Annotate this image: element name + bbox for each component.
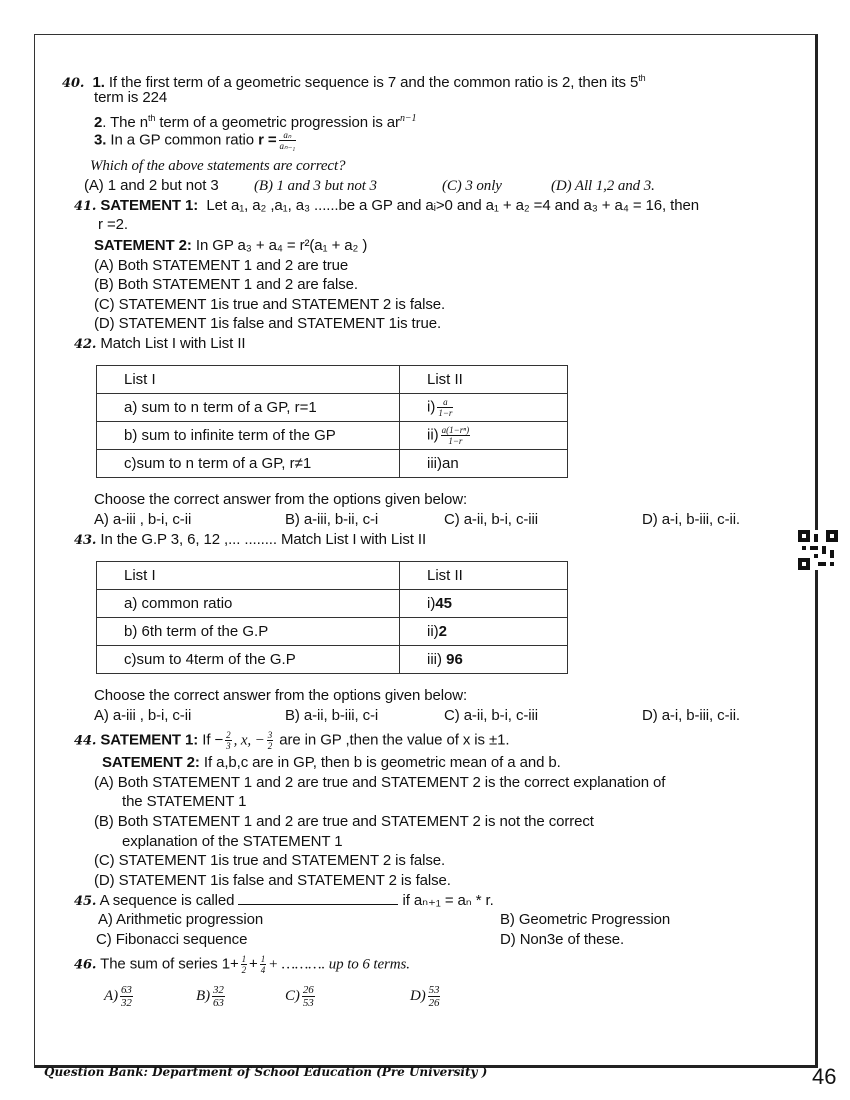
cell: a) common ratio [97,590,400,618]
table-row [97,450,568,478]
numerator: aₙ [279,130,297,141]
q45-line [74,890,494,912]
fraction [260,954,266,975]
cell: a) sum to n term of a GP, r=1 [97,394,400,422]
numerator: a(1−rⁿ) [441,425,470,435]
option-a: A) Arithmetic progression [98,911,264,928]
q41-line1 [74,196,699,217]
option-label: A) [104,987,118,1004]
cell-label: i) [427,398,436,416]
q42-instruction: Choose the correct answer from the options given below: [94,491,468,508]
option-b-cont: explanation of the STATEMENT 1 [122,833,343,850]
q43-match-table [96,561,568,674]
option-label: B) [196,987,210,1004]
denominator: 4 [260,965,266,975]
statement-label: SATEMENT 1: [100,197,199,214]
numerator: 32 [212,984,224,996]
table-row [97,394,568,422]
q43-options [94,706,784,726]
statement-text: term of a geometric progression is ar [155,114,400,131]
question-number: 41. [74,199,97,214]
statement-text: In GP a₃ + a₄ = r²(a₁ + a₂ ) [195,237,368,254]
answer-blank [238,890,398,905]
option-a: (A) 1 and 2 but not 3 [84,177,219,194]
cell [400,422,568,450]
numerator: 3 [267,730,273,740]
option-c: C) a-ii, b-i, c-iii [444,511,538,528]
cell [400,618,568,646]
denominator: 2 [267,741,273,751]
cell [400,590,568,618]
denominator: 53 [302,997,314,1009]
option-b: (B) Both STATEMENT 1 and 2 are false. [94,276,358,293]
q42-line [74,334,245,355]
q43-line [74,530,426,551]
sup: th [147,113,156,123]
cell: c)sum to n term of a GP, r≠1 [97,450,400,478]
question-number: 45. [74,894,97,909]
denominator: 2 [241,965,247,975]
numerator: 1 [260,954,266,964]
option-d: D) Non3e of these. [500,931,625,948]
question-number: 44. [74,733,97,749]
option-b: (B) Both STATEMENT 1 and 2 are true and STATEMENT 2 is not the correct [94,813,594,830]
statement-text: Let a₁, a₂ ,a₁, a₃ ......be a GP and aᵢ>0 and a₁ + a₂ =4 and a₃ + a₄ = 16, then [206,197,699,214]
q40-line3 [94,130,298,151]
q46-option-b [196,984,227,1009]
statement-text: If the first term of a geometric sequence is 7 and the common ratio is 2, then its 5 [108,74,639,91]
option-b: B) a-ii, b-iii, c-i [285,707,379,724]
option-a: A) a-iii , b-i, c-ii [94,707,192,724]
q44-stmt1 [74,730,509,751]
statement-text: If − [202,731,224,749]
option-label: D) [410,987,426,1004]
question-text: A sequence is called [99,892,235,909]
cell: iii)an [400,450,568,478]
option-b: (B) 1 and 3 but not 3 [254,178,377,194]
option-d: (D) STATEMENT 1is false and STATEMENT 2 is false. [94,872,451,889]
statement-label: SATEMENT 1: [100,731,199,749]
q40-options [84,176,655,196]
cell: b) sum to infinite term of the GP [97,422,400,450]
option-c: (C) STATEMENT 1is true and STATEMENT 2 is false. [94,852,446,869]
statement-text: If a,b,c are in GP, then b is geometric mean of a and b. [203,754,561,771]
question-number: 42. [74,337,97,352]
cell-label: ii) [427,623,439,640]
option-label: C) [285,987,300,1004]
q46-option-d [410,984,442,1009]
fraction [241,954,247,975]
sup: th [638,73,646,83]
q46-option-c [285,984,317,1009]
table-header-row [97,562,568,590]
option-a-cont: the STATEMENT 1 [122,793,247,810]
denominator: 32 [120,997,132,1009]
q42-options [94,510,784,530]
question-text: Match List I with List II [100,335,246,352]
option-c: (C) 3 only [442,178,502,194]
q41-line1-cont: r =2. [98,216,128,233]
question-text: In the G.P 3, 6, 12 ,... ........ Match List I with List II [100,531,427,548]
statement-number: 3. [94,131,107,149]
cell: c)sum to 4term of the G.P [97,646,400,674]
q40-question: Which of the above statements are correct? [90,158,346,174]
statement-number: 2 [94,114,103,131]
q46-line: 46. The sum of series 1+ $\frac{1}{2}$ + $\frac{1}{4}$ + ………. up to 6 terms. [74,954,410,975]
formula: r = [258,131,277,149]
header-cell: List II [400,366,568,394]
q42-match-table [96,365,568,478]
cell: b) 6th term of the G.P [97,618,400,646]
table-row [97,590,568,618]
option-b: B) Geometric Progression [500,911,671,928]
question-text: if aₙ₊₁ = aₙ * r. [402,892,494,909]
question-text: The sum of series 1+ [100,955,239,973]
denominator: 3 [226,741,231,751]
option-a: A) a-iii , b-i, c-ii [94,511,192,528]
option-a: (A) Both STATEMENT 1 and 2 are true [94,257,349,274]
cell-value: 2 [438,623,448,640]
header-cell: List I [97,366,400,394]
fraction [441,425,470,446]
cell-value: 45 [435,595,453,612]
option-c: (C) STATEMENT 1is true and STATEMENT 2 is false. [94,296,446,313]
cell-label: ii) [427,426,439,444]
fraction [428,984,441,1009]
exponent: n−1 [399,113,417,124]
option-d: D) a-i, b-iii, c-ii. [642,707,740,724]
denominator: aₙ₋₁ [279,141,296,151]
option-d: (D) STATEMENT 1is false and STATEMENT 1is true. [94,315,442,332]
denominator: 1−r [448,436,463,446]
question-number: 46. [74,957,97,973]
denominator: 1−r [438,408,453,418]
table-row [97,618,568,646]
q43-instruction: Choose the correct answer from the options given below: [94,687,468,704]
option-b: B) a-iii, b-ii, c-i [285,511,379,528]
numerator: 26 [302,984,314,996]
header-cell: List I [97,562,400,590]
q44-stmt2 [102,753,561,773]
numerator: 2 [226,730,231,740]
option-d: (D) All 1,2 and 3. [551,178,655,194]
numerator: a [437,397,453,408]
cell-label: iii) [427,651,447,668]
footer-text: Question Bank: Department of School Education (Pre University ) [44,1065,488,1079]
table-header-row [97,366,568,394]
fraction [279,130,297,151]
q41-stmt2 [94,236,367,256]
numerator: 1 [241,954,247,964]
question-text: + ………. up to 6 terms. [268,956,410,973]
fraction [267,730,273,751]
statement-text: . The n [102,114,148,131]
q40-line1-cont: term is 224 [94,89,168,106]
statement-label: SATEMENT 2: [94,237,192,254]
numerator: 53 [428,984,440,996]
statement-text: In a GP common ratio [106,131,259,149]
statement-label: SATEMENT 2: [102,754,200,771]
qr-code [798,530,838,570]
table-row [97,422,568,450]
option-c: C) Fibonacci sequence [96,931,248,948]
fraction [120,984,133,1009]
header-cell: List II [400,562,568,590]
option-d: D) a-i, b-iii, c-ii. [642,511,740,528]
option-c: C) a-ii, b-i, c-iii [444,707,538,724]
question-number: 40. [62,76,85,91]
cell [400,646,568,674]
fraction [212,984,225,1009]
cell-label: i) [427,595,436,612]
fraction [225,730,231,751]
statement-number: 1. [92,74,105,91]
page-number: 46 [812,1064,837,1089]
denominator: 26 [428,997,440,1009]
numerator: 63 [120,984,132,996]
cell [400,394,568,422]
statement-text: are in GP ,then the value of x is ±1. [275,731,510,749]
fraction [302,984,315,1009]
denominator: 63 [212,997,224,1009]
table-row [97,646,568,674]
cell-value: 96 [446,651,463,668]
q46-option-a [104,984,135,1009]
fraction [437,397,453,418]
statement-text: , x, − [233,732,265,749]
question-number: 43. [74,533,97,548]
option-a: (A) Both STATEMENT 1 and 2 are true and STATEMENT 2 is the correct explanation of [94,774,666,791]
